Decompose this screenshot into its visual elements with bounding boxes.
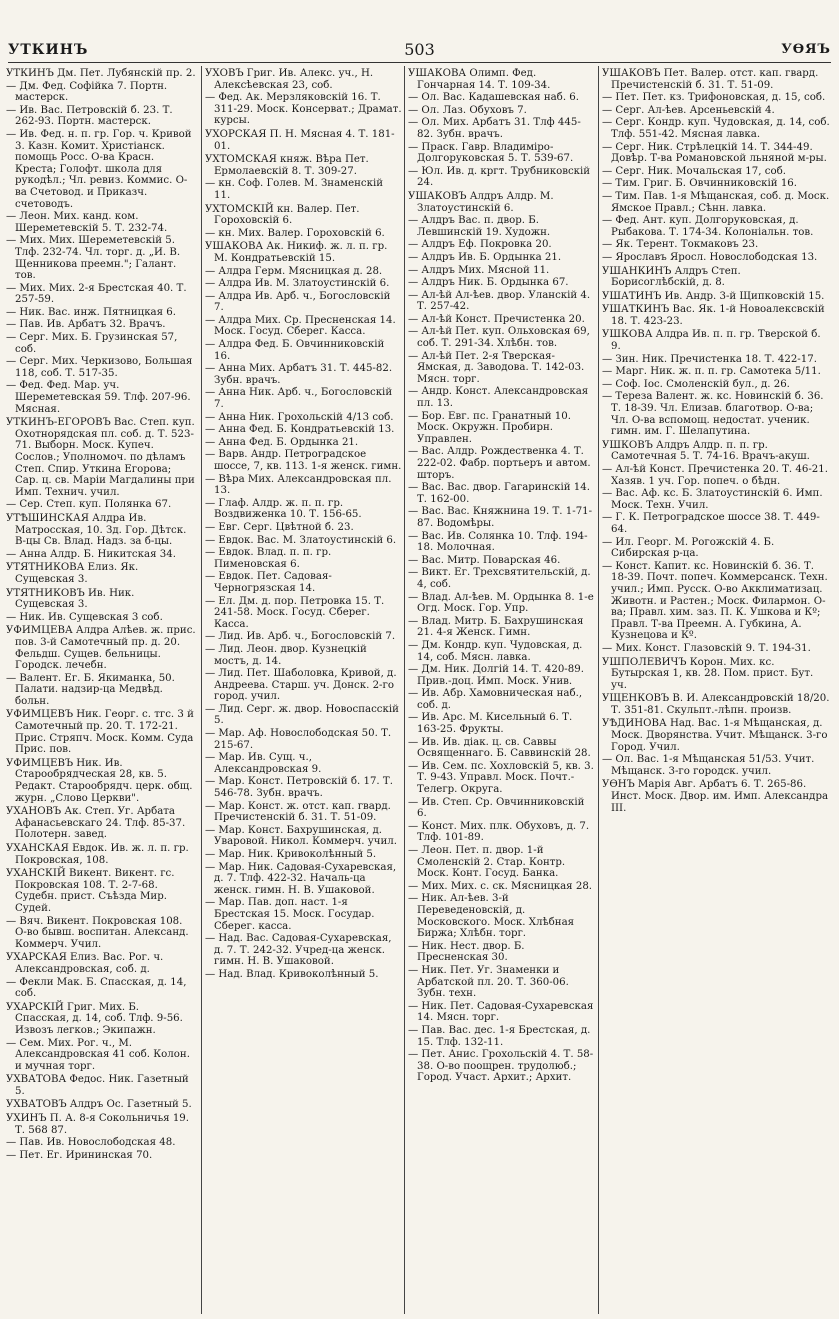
directory-entry: — Марг. Ник. ж. п. п. гр. Самотека 5/11.	[602, 366, 821, 378]
directory-entry: — Леон. Пет. п. двор. 1-й Смоленскій 2. Стар. Контр. Моск. Конт. Госуд. Банка.	[408, 845, 566, 880]
directory-entry: — Мих. Мих. 2-я Брестская 40. Т. 257-59.	[6, 282, 187, 306]
directory-entry: — Ив. Ив. діак. ц. св. Саввы Освященнаго. Б. Саввинскій 28.	[408, 736, 591, 760]
directory-entry: — Мар. Конст. ж. отст. кап. гвард. Пречистенскій б. 31. Т. 51-09.	[205, 800, 391, 824]
directory-entry: — Анна Мих. Арбатъ 31. Т. 445-82. Зубн. врачъ.	[205, 363, 393, 386]
directory-entry: УФИМЦЕВА Алдра Алѣев. ж. прис. пов. 3-й Самотечный пр. д. 20. Фельдш. Сущев. бельницы. Городск. лечебн.	[6, 625, 196, 672]
directory-entry: — Лид. Серг. ж. двор. Новоспасскій 5.	[205, 703, 399, 727]
directory-entry: — Влад. Митр. Б. Бахрушинская 21. 4-я Женск. Гимн.	[408, 615, 584, 639]
header-left-catchword: УТКИНЪ	[8, 42, 89, 58]
directory-entry: — Сем. Мих. Рог. ч., М. Александровская 41 соб. Колон. и мучная торг.	[6, 1037, 190, 1072]
directory-entry: — Вас. Алдр. Рождественка 4. Т. 222-02. Фабр. портьеръ и автом. шторъ.	[408, 446, 591, 481]
directory-entry: УФИМЦЕВЪ Ник. Георг. с. тгс. 3 й Самотечный пр. 20. Т. 172-21. Прис. Стряпч. Моск. Комм. Суда Прис. пов.	[6, 709, 194, 756]
directory-entry: — Ил. Георг. М. Рогожскій 4. Б. Сибирская р-ца.	[602, 536, 775, 560]
page-number: 503	[404, 40, 435, 59]
directory-entry: — Юл. Ив. д. кргт. Трубниковскій 24.	[408, 165, 591, 189]
directory-entry: — Вас. Вас. двор. Гагаринскій 14. Т. 162-00.	[408, 482, 590, 505]
directory-entry: — Ник. Ив. Сущевская 3 соб.	[6, 611, 163, 623]
directory-entry: УХАНОВЪ Ак. Степ. Уг. Арбата Афанасьевскаго 24. Тлф. 85-37. Полотерн. завед.	[6, 806, 186, 841]
directory-entry: — Глаф. Алдр. ж. п. п. гр. Воздвиженка 10. Т. 156-65.	[205, 497, 362, 521]
directory-entry: — Бор. Евг. пс. Гранатный 10. Моск. Окружн. Пробирн. Управлен.	[408, 410, 571, 445]
column-3	[404, 66, 599, 1314]
directory-entry: — Ал-ѣй Конст. Пречистенка 20.	[408, 313, 585, 325]
directory-entry: — Ал-ѣй Ал-ѣев. двор. Уланскій 4. Т. 257-42.	[408, 289, 591, 313]
directory-entry: — Як. Терент. Токмаковъ 23.	[602, 239, 759, 251]
directory-entry: — Фекли Мак. Б. Спасская, д. 14, соб.	[6, 976, 187, 1000]
directory-entry: УШАТИНЪ Ив. Андр. 3-й Щипковскій 15.	[602, 290, 825, 302]
directory-entry: — Сер. Степ. куп. Полянка 67.	[6, 499, 172, 511]
directory-entry: — Лид. Пет. Шаболовка, Кривой, д. Андреева. Старш. уч. Донск. 2-го город. учил.	[205, 668, 397, 703]
directory-entry: — Ив. Абр. Хамовническая наб., соб. д.	[408, 688, 583, 711]
directory-entry: — Мар. Конст. Петровскій б. 17. Т. 546-78. Зубн. врачъ.	[205, 776, 393, 800]
directory-entry: — Евдок. Влад. п. п. гр. Пименовская 6.	[205, 547, 332, 570]
directory-entry: — Ел. Дм. д. пор. Петровка 15. Т. 241-58. Моск. Госуд. Сберег. Касса.	[205, 595, 385, 630]
directory-entry: — Ив. Фед. н. п. гр. Гор. ч. Кривой 3. Казн. Комит. Христіанск. помощь Росс. О-ва Красн. Креста; Голофт. школа для рукодѣл.; Чл. ревиз. Коммис. О-ва Счетовод. и Приказч. счетоводъ.	[6, 128, 192, 210]
directory-entry: — Андр. Конст. Александровская пл. 13.	[408, 386, 589, 410]
directory-entry: — Ник. Пет. Садовая-Сухаревская 14. Мясн. торг.	[408, 1000, 594, 1024]
directory-entry: — Ол. Вас. Кадашевская наб. 6.	[408, 92, 580, 104]
directory-entry: — Серг. Мих. Б. Грузинская 57, соб.	[6, 332, 178, 355]
directory-entry: — Ол. Вас. 1-я Мѣщанская 51/53. Учит. Мѣщанск. 3-го городск. учил.	[602, 754, 815, 777]
directory-entry: — Ив. Сем. пс. Хохловскій 5, кв. 3. Т. 9-43. Управл. Моск. Почт.-Телегр. Округа.	[408, 760, 594, 796]
directory-entry: — Фед. Ак. Мерзляковскій 16. Т. 311-29. Моск. Консерват.; Драмат. курсы.	[205, 92, 402, 127]
directory-entry: УѢДИНОВА Над. Вас. 1-я Мѣщанская, д. Моск. Дворянства. Учит. Мѣщанск. 3-го Город. Учил.	[602, 718, 828, 753]
directory-entry: — Над. Влад. Кривоколѣнный 5.	[205, 968, 379, 980]
column-2	[201, 66, 405, 1314]
directory-entry: — Пав. Ив. Новослободская 48.	[6, 1137, 176, 1149]
directory-entry: — Конст. Мих. плк. Обуховъ, д. 7. Тлф. 101-89.	[408, 820, 590, 844]
directory-entry: — Алдръ Еф. Покровка 20.	[408, 239, 552, 251]
directory-entry: — Серг. Мих. Черкизово, Большая 118, соб. Т. 517-35.	[6, 356, 193, 379]
directory-entry: УШПОЛЕВИЧЪ Корон. Мих. кс. Бутырская 1, кв. 28. Пом. прист. Бут. уч.	[602, 656, 814, 691]
directory-entry: — Ал-ѣй Конст. Пречистенка 20. Т. 46-21. Хазяв. 1 уч. Гор. попеч. о бѣдн.	[602, 464, 828, 487]
directory-entry: — Ярославъ Яросл. Новослободская 13.	[602, 251, 818, 263]
directory-entry: — Тим. Григ. Б. Овчинниковскій 16.	[602, 178, 798, 190]
directory-entry: — Вас. Ив. Солянка 10. Тлф. 194-18. Молочная.	[408, 530, 588, 554]
directory-entry: — Алдръ Мих. Мясной 11.	[408, 264, 550, 276]
directory-entry: — Алдра Ив. М. Златоустинскій 6.	[205, 278, 390, 290]
directory-entry: — Евг. Серг. Цвѣтной б. 23.	[205, 521, 354, 533]
directory-entry: — Вас. Митр. Поварская 46.	[408, 554, 561, 566]
directory-entry: — Пав. Ив. Арбатъ 32. Врачъ.	[6, 319, 166, 331]
directory-entry: УШАТКИНЪ Вас. Як. 1-й Новоалексвскій 18. Т. 423-23.	[602, 304, 825, 327]
directory-entry: — Мих. Мих. с. ск. Мясницкая 28.	[408, 880, 593, 892]
directory-entry: УТКИНЪ-ЕГОРОВЪ Вас. Степ. куп. Охотнорядская пл. соб. д. Т. 523-71. Выборн. Моск. Купеч. Сослов.; Уполномоч. по дѣламъ Степ. Спир. Уткина Егорова; Сар. ц. св. Маріи Магдалины при Имп. Технич. учил.	[6, 417, 195, 498]
directory-entry: — Пав. Вас. дес. 1-я Брестская, д. 15. Тлф. 132-11.	[408, 1024, 591, 1048]
directory-entry: УХАРСКІЙ Григ. Мих. Б. Спасская, д. 14, соб. Тлф. 9-56. Извозъ легков.; Экипажн.	[6, 1001, 183, 1036]
directory-entry: — кн. Соф. Голев. М. Знаменскій 11.	[205, 178, 384, 201]
directory-entry: — Алдра Фед. Б. Овчинниковскій 16.	[205, 339, 385, 362]
directory-entry: — Алдръ Вас. п. двор. Б. Левшинскій 19. Художн.	[408, 215, 551, 238]
directory-entry: — Дм. Фед. Софійка 7. Портн. мастерск.	[6, 80, 168, 104]
directory-entry: — Алдръ Ник. Б. Ордынка 67.	[408, 277, 569, 289]
directory-entry: — Вяч. Викент. Покровская 108. О-во бывш. воспитан. Александ. Коммерч. Учил.	[6, 915, 189, 950]
directory-entry: — Анна Фед. Б. Кондратьевскій 13.	[205, 424, 395, 436]
directory-entry: — Серг. Ник. Мочальская 17, соб.	[602, 165, 786, 177]
directory-entry: УТКИНЪ Дм. Пет. Лубянскій пр. 2.	[6, 68, 196, 79]
directory-entry: — Алдра Ив. Арб. ч., Богословскій 7.	[205, 290, 391, 314]
directory-entry: УХИНЪ П. А. 8-я Сокольничья 19. Т. 568 87.	[6, 1113, 190, 1136]
directory-entry: — Дм. Ник. Долгій 14. Т. 420-89. Прив.-доц. Имп. Моск. Унив.	[408, 664, 584, 687]
directory-entry: УХТОМСКІЙ кн. Валер. Пет. Гороховскій 6.	[205, 203, 360, 227]
directory-entry: — Фед. Ант. куп. Долгоруковская, д. Рыбакова. Т. 174-34. Колоніальн. тов.	[602, 215, 814, 238]
directory-entry: — Соф. Іос. Смоленскій бул., д. 26.	[602, 378, 790, 390]
directory-entry: — Фед. Фед. Мар. уч. Шереметевская 59. Тлф. 207-96. Мясная.	[6, 380, 191, 415]
directory-entry: — Серг. Ал-ѣев. Арсеньевскій 4.	[602, 104, 775, 116]
directory-entry: — Варв. Андр. Петроградское шоссе, 7, кв. 113. 1-я женск. гимн.	[205, 449, 402, 472]
directory-entry: — Мар. Ник. Кривоколѣнный 5.	[205, 849, 377, 860]
directory-entry: УФИМЦЕВЪ Ник. Ив. Старообрядческая 28, кв. 5. Редакт. Старообрядч. церк. общ. журн. „Слово Церкви".	[6, 757, 193, 804]
directory-entry: УШКОВЪ Алдръ Алдр. п. п. гр. Самотечная 5. Т. 74-16. Врачъ-акуш.	[602, 439, 810, 463]
directory-entry: — Пет. Ег. Ирининская 70.	[6, 1149, 153, 1161]
directory-entry: — Ол. Мих. Арбатъ 31. Тлф 445-82. Зубн. врачъ.	[408, 117, 581, 140]
directory-entry: — Пет. Пет. кз. Трифоновская, д. 15, соб.	[602, 92, 826, 104]
column-4	[598, 66, 834, 1314]
directory-entry: — Анна Ник. Арб. ч., Богословскій 7.	[205, 387, 393, 411]
directory-entry: — Ник. Ал-ѣев. 3-й Переведеновскій, д. Московского. Моск. Хлѣбная Биржа; Хлѣбн. торг.	[408, 893, 575, 940]
directory-entry: УТЯТНИКОВЪ Ив. Ник. Сущевская 3.	[6, 587, 135, 611]
directory-entry: — Викт. Ег. Трехсвятительскій, д. 4, соб.	[408, 567, 591, 590]
directory-entry: — Ал-ѣй Пет. 2-я Тверская-Ямская, д. Заводова. Т. 142-03. Мясн. торг.	[408, 350, 585, 385]
directory-entry: УХАНСКІЙ Викент. Викент. гс. Покровская 108. Т. 2-7-68. Судебн. прист. Съѣзда Мир. Судей.	[6, 868, 175, 914]
directory-entry: УТѢШИНСКАЯ Алдра Ив. Матросская, 10. Зд. Гор. Дѣтск. В-цы Св. Влад. Надз. за б-цы.	[6, 512, 187, 548]
directory-entry: — Серг. Кондр. куп. Чудовская, д. 14, соб. Тлф. 551-42. Мясная лавка.	[602, 117, 830, 140]
directory-entry: — Валент. Ег. Б. Якиманка, 50. Палати. надзир-ца Медвѣд. больн.	[6, 672, 175, 707]
directory-entry: УТЯТНИКОВА Елиз. Як. Сущевская 3.	[6, 562, 139, 585]
directory-entry: — Алдръ Ив. Б. Ордынка 21.	[408, 251, 562, 263]
directory-entry: — Тереза Валент. ж. кс. Новинскій б. 36. Т. 18-39. Чл. Елизав. благотвор. О-ва; Чл. О-ва вспомощ. недостат. ученик. гимн. им. Г. Шелапутина.	[602, 391, 824, 438]
directory-entry: УѲНЪ Марія Авг. Арбатъ 6. Т. 265-86. Инст. Моск. Двор. им. Имп. Александра III.	[602, 779, 829, 814]
directory-entry: — Анна Алдр. Б. Никитская 34.	[6, 548, 176, 560]
directory-entry: — Мар. Пав. доп. наст. 1-я Брестская 15. Моск. Государ. Сберег. касса.	[205, 897, 375, 932]
directory-entry: — Ник. Вас. инж. Пятницкая 6.	[6, 306, 177, 318]
directory-entry: — Лид. Ив. Арб. ч., Богословскій 7.	[205, 631, 396, 643]
directory-entry: — Вѣра Мих. Александровская пл. 13.	[205, 473, 392, 497]
directory-entry: УХВАТОВА Федос. Ник. Газетный 5.	[6, 1074, 189, 1097]
directory-entry: — Тим. Пав. 1-я Мѣщанская, соб. д. Моск. Ямское Правл.; Сѣнн. лавка.	[602, 190, 830, 214]
directory-entry: — Ив. Степ. Ср. Овчинниковскій 6.	[408, 796, 585, 820]
directory-entry: — Ник. Пет. Уг. Знаменки и Арбатской пл. 20. Т. 360-06. Зубн. техн.	[408, 964, 569, 1000]
directory-entry: УШАКОВА Ак. Никиф. ж. л. п. гр. М. Кондратьевскій 15.	[205, 241, 388, 264]
running-header	[8, 40, 831, 63]
directory-entry: УШАКОВЪ Алдръ Алдр. М. Златоустинскій 6.	[408, 190, 554, 214]
directory-entry: УШАКОВЪ Пет. Валер. отст. кап. гвард. Пречистенскій б. 31. Т. 51-09.	[602, 68, 819, 91]
directory-entry: УШАКОВА Олимп. Фед. Гончарная 14. Т. 109-34.	[408, 68, 551, 91]
directory-entry: — Ив. Арс. М. Кисельный 6. Т. 163-25. Фрукты.	[408, 712, 573, 736]
directory-entry: — Мих. Мих. Шереметевскій 5. Тлф. 232-74. Чл. торг. д. „И. В. Щенникова преемн."; Галант. тов.	[6, 235, 181, 282]
directory-entry: — Алдра Герм. Мясницкая д. 28.	[205, 265, 383, 277]
header-right-catchword: УѲЯЪ	[781, 42, 831, 57]
directory-entry: УЩЕНКОВЪ В. И. Александровскій 18/20. Т. 351-81. Скульпт.-лѣпн. произв.	[602, 693, 830, 716]
column-1	[6, 66, 199, 1314]
directory-entry: — Пет. Анис. Грохольскій 4. Т. 58-38. О-во поощрен. трудолюб.; Город. Участ. Архит.; Архит.	[408, 1049, 594, 1084]
directory-entry: — Ник. Нест. двор. Б. Пресненская 30.	[408, 940, 525, 964]
directory-entry: — Леон. Мих. канд. ком. Шереметевскій 5. Т. 232-74.	[6, 211, 168, 234]
directory-entry: — Евдок. Пет. Садовая-Черногрязская 14.	[205, 571, 332, 594]
directory-entry: — Мар. Аф. Новослободская 50. Т. 215-67.	[205, 728, 392, 751]
directory-entry: УХАНСКАЯ Евдок. Ив. ж. л. п. гр. Покровская, 108.	[6, 843, 189, 866]
directory-entry: — Конст. Капит. кс. Новинскій б. 36. Т. 18-39. Почт. попеч. Коммерсанск. Техн. учил.; Имп. Русск. О-во Акклиматизац. Животн. и Растен.; Моск. Филармон. О-ва; Правл. хим. заз. П. К. Ушкова и Кº; Правл. Т-ва Преемн. А. Губкина, А. Кузнецова и Кº.	[602, 560, 828, 642]
directory-entry: — Анна Фед. Б. Ордынка 21.	[205, 436, 359, 448]
directory-entry: — Г. К. Петроградское шоссе 38. Т. 449-64.	[602, 512, 820, 535]
directory-entry: УХОВЪ Григ. Ив. Алекс. уч., Н. Алексѣевская 23, соб.	[205, 68, 374, 91]
directory-entry: — Мих. Конст. Глазовскій 9. Т. 194-31.	[602, 642, 811, 654]
directory-entry: — Алдра Мих. Ср. Пресненская 14. Моск. Госуд. Сберег. Касса.	[205, 314, 396, 338]
directory-columns	[6, 66, 833, 1314]
directory-entry: — Зин. Ник. Пречистенка 18. Т. 422-17.	[602, 353, 817, 365]
directory-entry: — Серг. Ник. Стрѣлецкій 14. Т. 344-49. Довѣр. Т-ва Романовской льняной м-ры.	[602, 141, 827, 165]
directory-entry: УХТОМСКАЯ княж. Вѣра Пет. Ермолаевскій 8. Т. 309-27.	[205, 154, 369, 177]
directory-entry: УШАНКИНЪ Алдръ Степ. Борисоглѣбскій, д. 8.	[602, 265, 741, 289]
directory-entry: — Мар. Ник. Садовая-Сухаревская, д. 7. Тлф. 422-32. Началь-ца женск. гимн. Н. В. Ушаковой.	[205, 861, 397, 896]
directory-entry: УХОРСКАЯ П. Н. Мясная 4. Т. 181-01.	[205, 128, 395, 152]
directory-entry: УШКОВА Алдра Ив. п. п. гр. Тверской б. 9.	[602, 329, 821, 353]
directory-entry: — Ив. Вас. Петровскій б. 23. Т. 262-93. Портн. мастерск.	[6, 104, 173, 128]
directory-entry: — Влад. Ал-ѣев. М. Ордынка 8. 1-е Огд. Моск. Гор. Упр.	[408, 591, 594, 615]
directory-entry: — Ал-ѣй Пет. куп. Ольховская 69, соб. Т. 291-34. Хлѣбн. тов.	[408, 326, 590, 350]
directory-entry: — Мар. Ив. Сущ. ч., Александровская 9.	[205, 752, 322, 775]
directory-entry: — Мар. Конст. Бахрушинская, д. Уваровой. Никол. Коммерч. учил.	[205, 824, 397, 848]
directory-entry: — Над. Вас. Садовая-Сухаревская, д. 7. Т. 242-32. Учред-ца женск. гимн. Н. В. Ушаковой.	[205, 933, 392, 968]
directory-entry: — Праск. Гавр. Владиміро-Долгоруковская 5. Т. 539-67.	[408, 141, 574, 165]
directory-entry: — Ол. Лаз. Обуховъ 7.	[408, 104, 527, 116]
directory-entry: — Дм. Кондр. куп. Чудовская, д. 14, соб. Мясн. лавка.	[408, 639, 583, 663]
directory-entry: — Анна Ник. Грохольскій 4/13 соб.	[205, 411, 394, 423]
directory-entry: УХАРСКАЯ Елиз. Вас. Рог. ч. Александровская, соб. д.	[6, 952, 164, 975]
directory-entry: — Евдок. Вас. М. Златоустинскій 6.	[205, 534, 397, 546]
directory-entry: — кн. Мих. Валер. Гороховскій 6.	[205, 227, 385, 239]
directory-entry: — Вас. Вас. Княжнина 19. Т. 1-71-87. Водомѣры.	[408, 506, 593, 529]
directory-entry: — Вас. Аф. кс. Б. Златоустинскій 6. Имп. Моск. Техн. Учил.	[602, 488, 823, 511]
directory-entry: — Лид. Леон. двор. Кузнецкій мостъ, д. 14.	[205, 643, 367, 667]
directory-entry: УХВАТОВЪ Алдръ Ос. Газетный 5.	[6, 1099, 192, 1111]
